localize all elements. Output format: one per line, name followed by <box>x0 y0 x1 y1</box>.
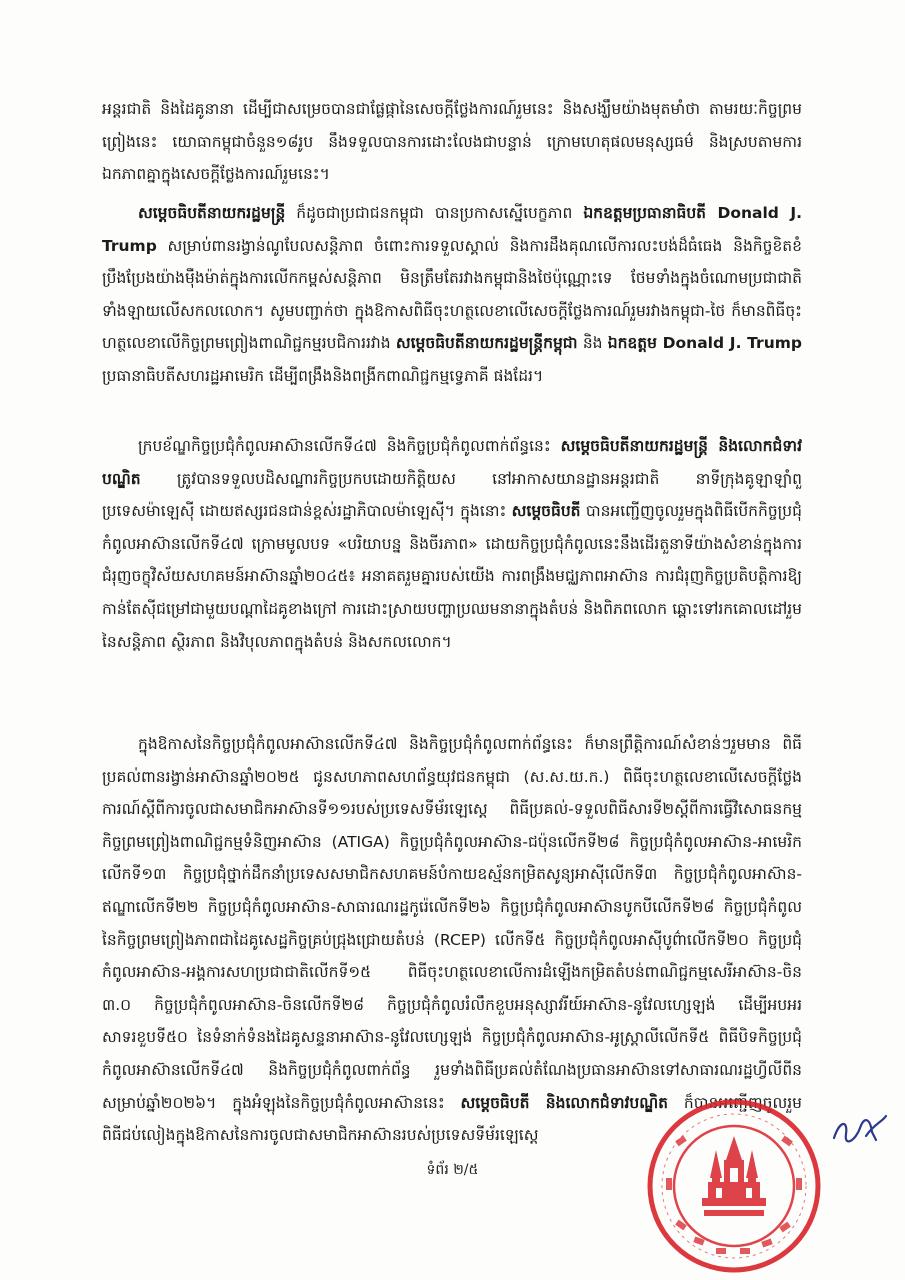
paragraph-4-bold-a: សម្តេចធិបតី និងលោកជំទាវបណ្ឌិត <box>460 1093 669 1112</box>
paragraph-1-text: អន្តរជាតិ និងដៃគូនានា ដើម្បីជាសម្រេចបានជាផ្លែផ្កានៃសេចក្តីថ្លែងការណ៍រួមនេះ និងសង្ឃឹមយ៉ាងមុតមាំថា តាមរយៈកិច្ចព្រមព្រៀងនេះ យោធាកម្ពុជាចំនួន១៨រូប នឹងទទួលបានការដោះលែងជាបន្ទាន់ ក្រោមហេតុផលមនុស្សធម៌ និងស្របតាមការឯកភាពគ្នាក្នុងសេចក្តីថ្លែងការណ៍រួមនេះ។ <box>102 100 802 184</box>
paragraph-2 <box>102 197 802 393</box>
paragraph-2-text-d: ប្រធានាធិបតីសហរដ្ឋអាមេរិក ដើម្បីពង្រឹងនិងពង្រីកពាណិជ្ជកម្មទ្វេភាគី ផងដែរ។ <box>102 366 544 385</box>
paragraph-4 <box>102 728 802 1152</box>
paragraph-3-text-b: ត្រូវបានទទួលបដិសណ្ឋារកិច្ចប្រកបដោយកិត្តិយស នៅអាកាសយានដ្ឋានអន្តរជាតិ នាទីក្រុងគូឡាឡាំពួ ប្រទេសម៉ាឡេស៊ី ដោយឥស្សរជនជាន់ខ្ពស់រដ្ឋាភិបាលម៉ាឡេស៊ី។ ក្នុងនោះ <box>102 469 802 521</box>
paragraph-2-text-b: សម្រាប់ពានរង្វាន់ណូបែលសន្តិភាព ចំពោះការទទួលស្គាល់ និងការដឹងគុណលើការលះបង់ដ៏ធំធេង និងកិច្ចខិតខំប្រឹងប្រែងយ៉ាងម៉ឺងម៉ាត់ក្នុងការលើកកម្ពស់សន្តិភាព មិនត្រឹមតែរវាងកម្ពុជានិងថៃប៉ុណ្ណោះទេ ថែមទាំងក្នុងចំណោមប្រជាជាតិទាំងឡាយលើសកលលោក។ សូមបញ្ជាក់ថា ក្នុងឱកាសពិធីចុះហត្ថលេខាលើសេចក្តីថ្លែងការណ៍រួមរវាងកម្ពុជា-ថៃ ក៏មានពិធីចុះហត្ថលេខាលើកិច្ចព្រមព្រៀងពាណិជ្ជកម្មរបជិការរវាង <box>102 236 802 353</box>
paragraph-2-bold-c: សម្តេចធិបតីនាយករដ្ឋមន្ត្រីកម្ពុជា <box>395 334 578 353</box>
paragraph-2-bold-b: ឯកឧត្តមប្រធានាធិបតី Donald J. Trump <box>102 204 802 255</box>
official-seal-icon <box>646 1098 822 1274</box>
paragraph-3-text-c: បានអញ្ជើញចូលរួមក្នុងពិធីបើកកិច្ចប្រជុំកំពូលអាស៊ានលើកទី៤៧ ក្រោមមូលបទ «បរិយាបន្ន និងចីរភាព» ដោយកិច្ចប្រជុំកំពូលនេះនឹងដើរតួនាទីយ៉ាងសំខាន់ក្នុងការជំរុញចក្ខុវិស័យសហគមន៍អាស៊ានឆ្នាំ២០៤៥៖ អនាគតរួមគ្នារបស់យើង ការពង្រឹងមជ្ឈភាពអាស៊ាន ការជំរុញកិច្ចប្រតិបត្តិការឱ្យកាន់តែស៊ីជម្រៅជាមួយបណ្តាដៃគូខាងក្រៅ ការដោះស្រាយបញ្ហាប្រឈមនានាក្នុងតំបន់ និងពិភពលោក ឆ្ពោះទៅរកគោលដៅរួមនៃសន្តិភាព ស្ថិរភាព និងវិបុលភាពក្នុងតំបន់ និងសកលលោក។ <box>102 502 802 651</box>
paragraph-2-bold-a: សម្តេចធិបតីនាយករដ្ឋមន្ត្រី <box>138 204 286 222</box>
paragraph-2-bold-d: ឯកឧត្តម Donald J. Trump <box>607 334 802 353</box>
paragraph-3-text-a: ក្របខ័ណ្ឌកិច្ចប្រជុំកំពូលអាស៊ានលើកទី៤៧ និងកិច្ចប្រជុំកំពូលពាក់ព័ន្ធនេះ <box>138 437 561 455</box>
paragraph-2-text-c: និង <box>577 334 608 353</box>
paragraph-3-bold-a: សម្តេចធិបតីនាយករដ្ឋមន្ត្រី និងលោកជំទាវបណ្ឌិត <box>102 437 802 488</box>
paragraph-3-bold-b: សម្តេចធិបតី <box>511 502 581 521</box>
signature-icon <box>830 1110 890 1150</box>
paragraph-3 <box>102 430 802 658</box>
paragraph-1 <box>102 93 802 191</box>
page-number: ទំព័រ ២/៥ <box>426 1162 479 1178</box>
paragraph-2-text-a: ក៏ដូចជាប្រជាជនកម្ពុជា បានប្រកាសស្នើបេក្ខភាព <box>285 204 584 222</box>
paragraph-4-text-a: ក្នុងឱកាសនៃកិច្ចប្រជុំកំពូលអាស៊ានលើកទី៤៧ និងកិច្ចប្រជុំកំពូលពាក់ព័ន្ធនេះ ក៏មានព្រឹត្តិការណ៍សំខាន់ៗរួមមាន ពិធីប្រគល់ពានរង្វាន់អាស៊ានឆ្នាំ២០២៥ ជូនសហភាពសហព័ន្ធយុវជនកម្ពុជា (ស.ស.យ.ក.) ពិធីចុះហត្ថលេខាលើសេចក្តីថ្លែងការណ៍ស្តីពីការចូលជាសមាជិកអាស៊ានទី១១របស់ប្រទេសទីម័រឡេស្តេ ពិធីប្រគល់-ទទួលពិធីសារទី២ស្តីពីការធ្វើវិសោធនកម្មកិច្ចព្រមព្រៀងពាណិជ្ជកម្មទំនិញអាស៊ាន (ATIGA) កិច្ចប្រជុំកំពូលអាស៊ាន-ជប៉ុនលើកទី២៨ កិច្ចប្រជុំកំពូលអាស៊ាន-អាមេរិកលើកទី១៣ កិច្ចប្រជុំថ្នាក់ដឹកនាំប្រទេសសមាជិកសហគមន៍បំកាយឧស្ម័នកម្រិតសូន្យអាស៊ីលើកទី៣ កិច្ចប្រជុំកំពូលអាស៊ាន-ឥណ្ឌាលើកទី២២ កិច្ចប្រជុំកំពូលអាស៊ាន-សាធារណរដ្ឋកូរ៉េលើកទី២៦ កិច្ចប្រជុំកំពូលអាស៊ានបូកបីលើកទី២៨ កិច្ចប្រជុំកំពូលនៃកិច្ចព្រមព្រៀងភាពជាដៃគូសេដ្ឋកិច្ចគ្រប់ជ្រុងជ្រោយតំបន់ (RCEP) លើកទី៥ កិច្ចប្រជុំកំពូលអាស៊ីបូព៌ាលើកទី២០ កិច្ចប្រជុំកំពូលអាស៊ាន-អង្គការសហប្រជាជាតិលើកទី១៥ ពិធីចុះហត្ថលេខាលើការដំឡើងកម្រិតតំបន់ពាណិជ្ជកម្មសេរីអាស៊ាន-ចិន ៣.០ កិច្ចប្រជុំកំពូលអាស៊ាន-ចិនលើកទី២៨ កិច្ចប្រជុំកំពូលរំលឹកខួបអនុស្សាវរីយ៍អាស៊ាន-នូវែលហ្សេឡង់ ដើម្បីអបអរសាទរខួបទី៥០ នៃទំនាក់ទំនងដៃគូសន្ទនាអាស៊ាន-នូវែលហ្សេឡង់ កិច្ចប្រជុំកំពូលអាស៊ាន-អូស្ត្រាលីលើកទី៥ ពិធីបិទកិច្ចប្រជុំកំពូលអាស៊ានលើកទី៤៧ និងកិច្ចប្រជុំកំពូលពាក់ព័ន្ធ រួមទាំងពិធីប្រគល់តំណែងប្រធានអាស៊ានទៅសាធារណរដ្ឋហ្វីលីពីនសម្រាប់ឆ្នាំ២០២៦។ ក្នុងអំឡុងនៃកិច្ចប្រជុំកំពូលអាស៊ាននេះ <box>102 735 802 1112</box>
paragraph-4-text-b: ក៏បានអញ្ជើញចូលរួមពិធីជប់លៀងក្នុងឱកាសនៃការចូលជាសមាជិកអាស៊ានរបស់ប្រទេសទីម័រឡេស្តេ <box>102 1093 803 1145</box>
